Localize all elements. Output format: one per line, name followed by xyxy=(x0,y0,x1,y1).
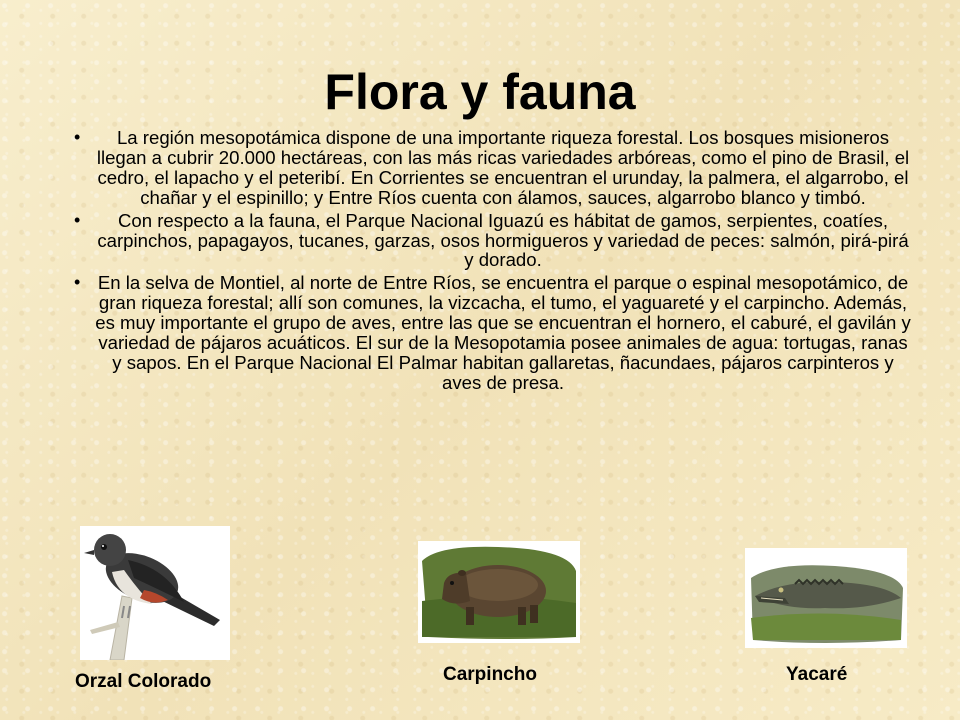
bullet-text: Con respecto a la fauna, el Parque Nacional Iguazú es hábitat de gamos, serpientes, coatíes, carpinchos, papagayos, tucanes, garzas, osos hormigueros y variedad de peces: salmón, pirá-pirá y dorado. xyxy=(97,209,909,271)
caption-bird: Orzal Colorado xyxy=(75,671,212,692)
bullet-item-fauna-iguazu xyxy=(72,211,912,271)
bullet-text: La región mesopotámica dispone de una importante riqueza forestal. Los bosques misioneros llegan a cubrir 20.000 hectáreas, con las más ricas variedades arbóreas, como el pino de Brasil, el cedro, el lapacho y el peteribí. En Corrientes se encuentran el urunday, la palmera, el algarrobo, el chañar y el espinillo; y Entre Ríos cuenta con álamos, sauces, algarrobo blanco y timbó. xyxy=(96,127,910,208)
bullet-text: En la selva de Montiel, al norte de Entre Ríos, se encuentra el parque o espinal mesopotámico, de gran riqueza forestal; allí son comunes, la vizcacha, el tumo, el yaguareté y el carpincho. Además, es muy importante el grupo de aves, entre las que se encuentran el hornero, el caburé, el gavilán y variedad de pájaros acuáticos. El sur de la Mesopotamia posee animales de agua: tortugas, ranas y sapos. En el Parque Nacional El Palmar habitan gallaretas, ñacundaes, pájaros carpinteros y aves de presa. xyxy=(95,272,911,393)
slide-title: Flora y fauna xyxy=(324,64,636,120)
caiman-image xyxy=(745,548,907,648)
bullet-icon: • xyxy=(74,127,81,147)
bullet-item-fauna-montiel xyxy=(72,273,912,392)
capybara-photo-icon xyxy=(418,541,580,643)
bird-image xyxy=(80,526,230,660)
capybara-image xyxy=(418,541,580,643)
caiman-photo-icon xyxy=(745,548,907,648)
bird-photo-icon xyxy=(80,526,230,660)
bullet-icon: • xyxy=(74,209,81,230)
bullet-item-flora xyxy=(72,128,912,208)
caption-caiman: Yacaré xyxy=(786,664,848,685)
bullet-icon: • xyxy=(74,272,81,293)
bullet-list xyxy=(72,128,912,396)
caption-capybara: Carpincho xyxy=(443,664,537,685)
